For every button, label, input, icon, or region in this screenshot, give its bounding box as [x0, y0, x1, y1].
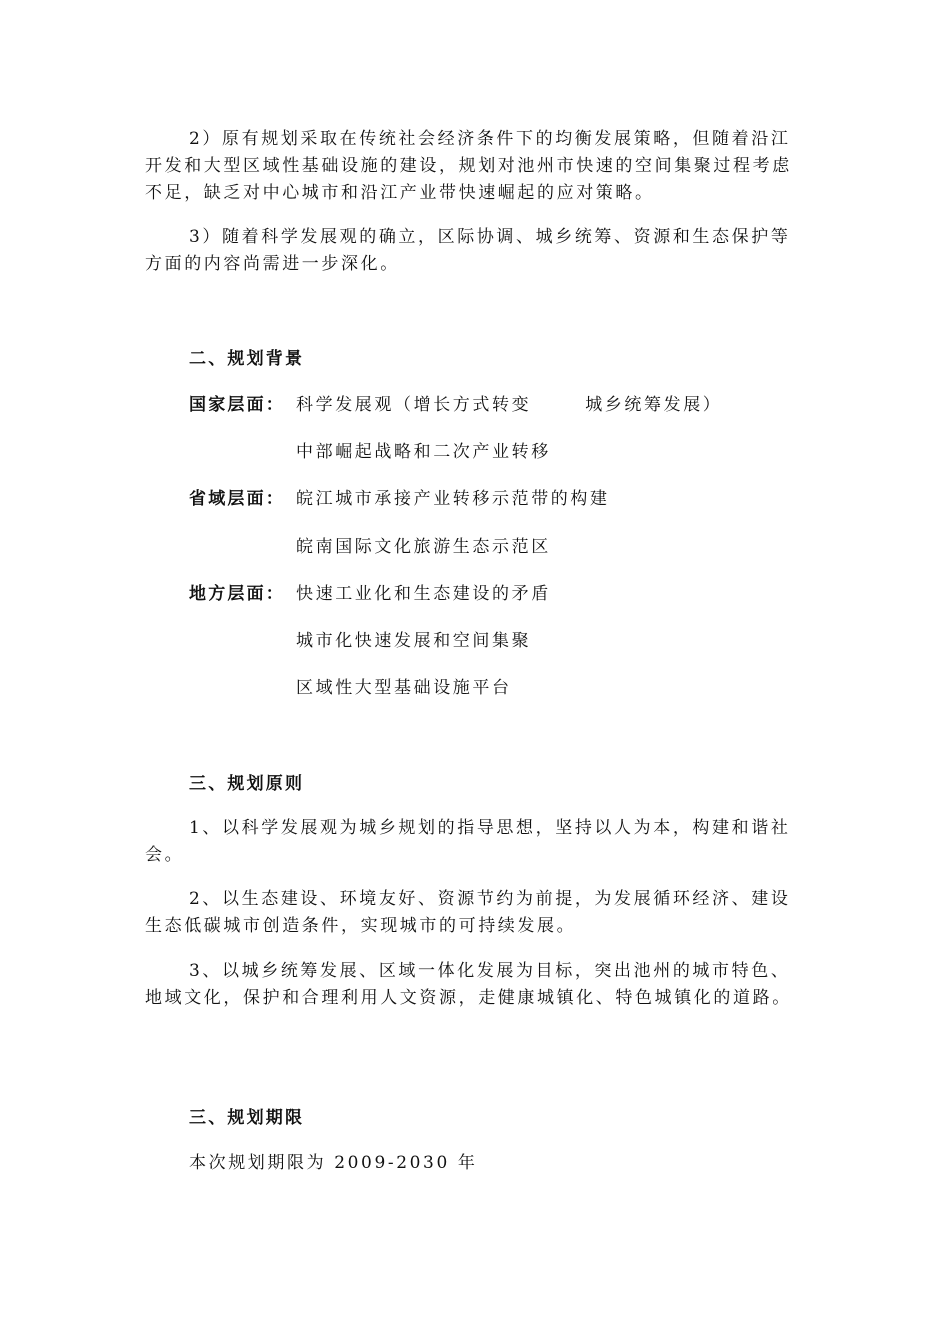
- heading-planning-period: 三、规划期限: [189, 1108, 305, 1128]
- principle-3: 3、以城乡统筹发展、区域一体化发展为目标，突出池州的城市特色、地域文化，保护和合理利用人文资源，走健康城镇化、特色城镇化的道路。: [145, 961, 792, 1008]
- national-level-label: 国家层面：: [189, 395, 285, 415]
- national-level-item-1b: 城乡统筹发展）: [585, 395, 723, 415]
- paragraph-original-plan-issue-3: 3）随着科学发展观的确立，区际协调、城乡统筹、资源和生态保护等方面的内容尚需进一步深化。: [145, 227, 791, 274]
- local-level-label: 地方层面：: [189, 584, 285, 604]
- provincial-level-row: [189, 484, 610, 509]
- provincial-level-item-1: 皖江城市承接产业转移示范带的构建: [296, 489, 610, 509]
- local-level-item-1: 快速工业化和生态建设的矛盾: [296, 584, 551, 604]
- heading-planning-principles: 三、规划原则: [189, 774, 305, 794]
- provincial-level-label: 省域层面：: [189, 489, 285, 509]
- national-level-item-1a: 科学发展观（增长方式转变: [296, 395, 532, 415]
- local-level-row: [189, 579, 551, 604]
- local-level-item-2: 城市化快速发展和空间集聚: [296, 631, 532, 651]
- provincial-level-item-2: 皖南国际文化旅游生态示范区: [296, 537, 551, 557]
- principle-1: 1、以科学发展观为城乡规划的指导思想，坚持以人为本，构建和谐社会。: [145, 818, 791, 865]
- heading-planning-background: 二、规划背景: [189, 349, 305, 369]
- local-level-item-3: 区域性大型基础设施平台: [296, 678, 512, 698]
- national-level-item-2: 中部崛起战略和二次产业转移: [296, 442, 551, 462]
- planning-period-text: 本次规划期限为 2009-2030 年: [189, 1153, 478, 1173]
- national-level-row: [189, 390, 722, 415]
- principle-2: 2、以生态建设、环境友好、资源节约为前提，为发展循环经济、建设生态低碳城市创造条件，实现城市的可持续发展。: [145, 889, 791, 936]
- paragraph-original-plan-issue-2: 2）原有规划采取在传统社会经济条件下的均衡发展策略，但随着沿江开发和大型区域性基础设施的建设，规划对池州市快速的空间集聚过程考虑不足，缺乏对中心城市和沿江产业带快速崛起的应对策略。: [145, 129, 792, 203]
